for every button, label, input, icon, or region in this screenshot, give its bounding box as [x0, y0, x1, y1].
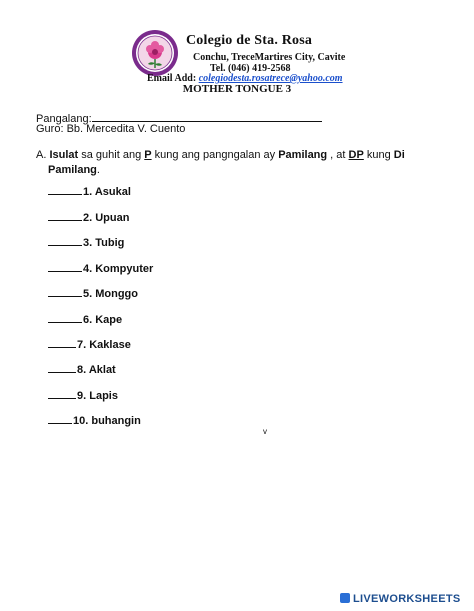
list-item [48, 413, 141, 427]
name-blank[interactable] [92, 111, 322, 122]
answer-blank[interactable] [48, 210, 82, 221]
stray-mark: v [263, 427, 267, 436]
list-item [48, 388, 118, 402]
item-label: 7. Kaklase [77, 339, 131, 351]
instruction-letter: A. [36, 149, 47, 161]
item-label: 9. Lapis [77, 390, 118, 402]
answer-blank[interactable] [48, 388, 76, 399]
list-item [48, 235, 124, 249]
instruction-di: Di [393, 149, 405, 161]
subject-title: MOTHER TONGUE 3 [182, 83, 292, 95]
list-item [48, 261, 153, 275]
instruction-pamilang-2: Pamilang [48, 164, 97, 176]
answer-blank[interactable] [48, 337, 76, 348]
answer-blank[interactable] [48, 362, 76, 373]
item-label: 5. Monggo [83, 288, 138, 300]
item-label: 2. Upuan [83, 212, 130, 224]
instruction-end: . [96, 164, 100, 176]
answer-blank[interactable] [48, 286, 82, 297]
item-label: 4. Kompyuter [83, 263, 154, 275]
instruction-text-3: , at [327, 149, 349, 161]
instruction-dp: DP [348, 149, 364, 161]
liveworksheets-icon [340, 593, 350, 603]
item-label: 1. Asukal [83, 186, 131, 198]
answer-blank[interactable] [48, 235, 82, 246]
instruction [36, 148, 416, 178]
school-name: Colegio de Sta. Rosa [186, 33, 313, 48]
list-item [48, 286, 138, 300]
item-label: 3. Tubig [83, 237, 125, 249]
list-item [48, 337, 131, 351]
list-item [48, 184, 131, 198]
item-label: 6. Kape [83, 314, 123, 326]
instruction-text-1: sa guhit ang [78, 149, 145, 161]
list-item [48, 362, 116, 376]
instruction-text-4: kung [363, 149, 394, 161]
list-item [48, 210, 129, 224]
answer-blank[interactable] [48, 261, 82, 272]
instruction-p: P [144, 149, 152, 161]
answer-blank[interactable] [48, 184, 82, 195]
instruction-pamilang: Pamilang [278, 149, 328, 161]
school-address: Conchu, TreceMartires City, Cavite [193, 52, 346, 63]
list-item [48, 312, 122, 326]
footer-brand [340, 593, 461, 605]
instruction-verb: Isulat [49, 149, 79, 161]
answer-blank[interactable] [48, 312, 82, 323]
teacher-line: Guro: Bb. Mercedita V. Cuento [36, 123, 186, 135]
item-label: 8. Aklat [77, 364, 116, 376]
email-link[interactable]: colegiodesta.rosatrece@yahoo.com [198, 73, 343, 84]
email-label: Email Add: [147, 73, 197, 84]
answer-blank[interactable] [48, 413, 72, 424]
school-tel: Tel. (046) 419-2568 [210, 63, 291, 74]
instruction-text-2: kung ang pangngalan ay [151, 149, 279, 161]
brand-label: LIVEWORKSHEETS [353, 593, 461, 605]
name-label: Pangalang: [36, 113, 92, 125]
item-label: 10. buhangin [73, 415, 141, 427]
school-logo [130, 28, 180, 78]
